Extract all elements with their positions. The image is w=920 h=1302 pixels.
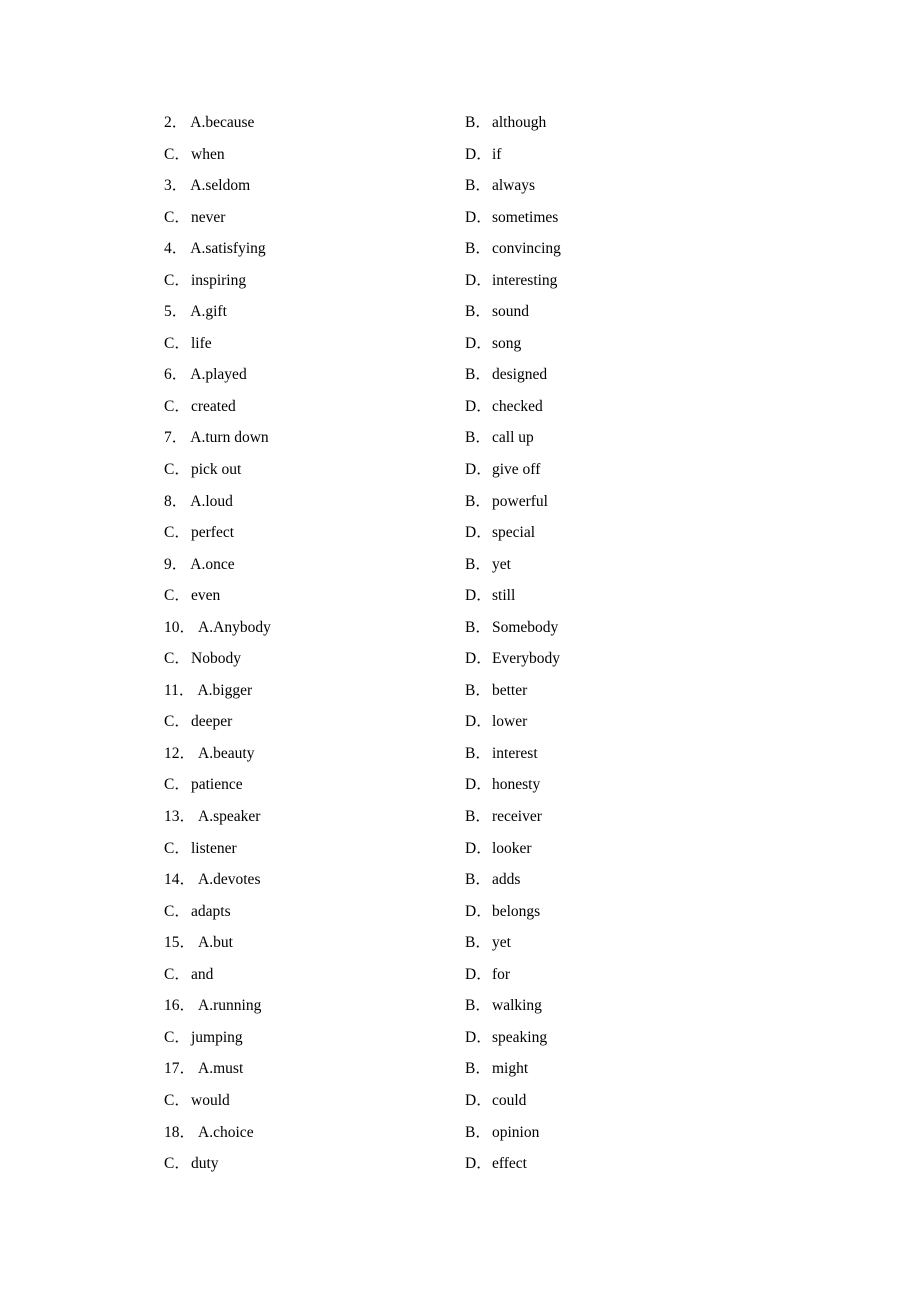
- option-text: sometimes: [492, 208, 559, 226]
- question-options-a: [164, 489, 233, 515]
- option-letter: B．: [465, 1123, 491, 1141]
- option-letter: D．: [465, 650, 492, 668]
- option-d: [465, 1151, 527, 1177]
- option-letter: C．: [164, 208, 190, 226]
- option-letter: B．: [465, 555, 491, 573]
- option-c: [164, 142, 225, 168]
- option-letter: D．: [465, 776, 492, 794]
- option-letter: D．: [465, 713, 492, 731]
- option-letter: C．: [164, 839, 190, 857]
- option-letter: D．: [465, 397, 492, 415]
- question-options-a: [164, 930, 233, 956]
- option-b: [465, 236, 561, 262]
- option-text: honesty: [492, 776, 541, 794]
- option-text: duty: [191, 1155, 219, 1173]
- option-text: powerful: [492, 492, 548, 510]
- option-row: [164, 836, 764, 868]
- option-c: [164, 1025, 243, 1051]
- option-text: and: [191, 965, 214, 983]
- question-options-a: [164, 993, 261, 1019]
- option-text: satisfying: [205, 240, 266, 258]
- option-letter: A.: [190, 429, 206, 447]
- question-options-a: [164, 741, 254, 767]
- option-letter: B．: [465, 303, 491, 321]
- option-c: [164, 268, 246, 294]
- option-c: [164, 646, 241, 672]
- option-row: [164, 1151, 764, 1183]
- option-text: looker: [492, 839, 532, 857]
- option-letter: B．: [465, 366, 491, 384]
- option-b: [465, 173, 535, 199]
- option-letter: A.: [197, 681, 213, 699]
- option-letter: A.: [190, 492, 206, 510]
- question-number: 7．: [164, 429, 188, 447]
- option-text: running: [213, 997, 262, 1015]
- option-c: [164, 772, 243, 798]
- question-options-a: [164, 173, 250, 199]
- option-text: designed: [492, 366, 548, 384]
- option-letter: B．: [465, 114, 491, 131]
- option-c: [164, 583, 220, 609]
- option-text: perfect: [191, 524, 235, 542]
- option-letter: B．: [465, 240, 491, 258]
- question-options-a: [164, 1056, 243, 1082]
- question-number: 10．: [164, 618, 196, 636]
- option-text: Anybody: [213, 618, 271, 636]
- option-text: checked: [492, 397, 543, 415]
- option-letter: D．: [465, 1091, 492, 1109]
- option-row: [164, 236, 764, 268]
- option-d: [465, 772, 540, 798]
- option-letter: D．: [465, 145, 492, 163]
- option-text: still: [492, 587, 516, 605]
- option-c: [164, 709, 232, 735]
- option-text: never: [191, 208, 226, 226]
- option-text: speaking: [492, 1028, 548, 1046]
- option-b: [465, 552, 511, 578]
- option-letter: A.: [198, 1060, 214, 1078]
- question-number: 5．: [164, 303, 188, 321]
- option-letter: B．: [465, 681, 491, 699]
- option-text: created: [191, 397, 236, 415]
- option-letter: D．: [465, 208, 492, 226]
- option-letter: B．: [465, 744, 491, 762]
- option-text: interesting: [492, 271, 558, 289]
- option-row: [164, 1025, 764, 1057]
- option-b: [465, 489, 548, 515]
- option-text: bigger: [212, 681, 253, 699]
- question-number: 17．: [164, 1060, 196, 1078]
- option-d: [465, 331, 521, 357]
- option-letter: C．: [164, 776, 190, 794]
- option-text: pick out: [191, 461, 242, 479]
- option-letter: A.: [198, 1123, 214, 1141]
- option-text: beauty: [213, 744, 255, 762]
- option-text: adapts: [191, 902, 231, 920]
- option-letter: C．: [164, 1028, 190, 1046]
- option-text: loud: [205, 492, 233, 510]
- option-d: [465, 836, 532, 862]
- option-letter: B．: [465, 618, 491, 636]
- option-c: [164, 331, 212, 357]
- option-letter: C．: [164, 1155, 190, 1173]
- question-options-a: [164, 615, 271, 641]
- option-row: [164, 993, 764, 1025]
- option-letter: C．: [164, 965, 190, 983]
- option-text: speaker: [213, 808, 261, 826]
- option-row: [164, 394, 764, 426]
- option-letter: D．: [465, 334, 492, 352]
- option-text: adds: [492, 871, 521, 889]
- option-text: turn down: [205, 429, 269, 447]
- option-row: [164, 110, 764, 142]
- option-b: [465, 362, 547, 388]
- option-b: [465, 678, 527, 704]
- question-options-a: [164, 425, 269, 451]
- question-number: 14．: [164, 871, 196, 889]
- option-b: [465, 1120, 539, 1146]
- option-row: [164, 867, 764, 899]
- option-d: [465, 709, 527, 735]
- option-letter: C．: [164, 902, 190, 920]
- option-row: [164, 205, 764, 237]
- option-text: listener: [191, 839, 237, 857]
- option-row: [164, 457, 764, 489]
- option-text: seldom: [205, 177, 251, 195]
- option-letter: B．: [465, 934, 491, 952]
- question-number: 11．: [164, 681, 195, 699]
- option-b: [465, 299, 529, 325]
- question-number: 3．: [164, 177, 188, 195]
- option-text: convincing: [492, 240, 561, 258]
- question-number: 12．: [164, 744, 196, 762]
- option-letter: C．: [164, 713, 190, 731]
- option-d: [465, 899, 540, 925]
- option-letter: B．: [465, 871, 491, 889]
- option-row: [164, 583, 764, 615]
- option-row: [164, 899, 764, 931]
- question-options-a: [164, 1120, 254, 1146]
- option-text: devotes: [213, 871, 261, 889]
- option-d: [465, 962, 510, 988]
- question-number: 18．: [164, 1123, 196, 1141]
- option-letter: C．: [164, 397, 190, 415]
- option-c: [164, 394, 236, 420]
- option-text: sound: [492, 303, 530, 321]
- option-row: [164, 1056, 764, 1088]
- option-row: [164, 1088, 764, 1120]
- question-options-a: [164, 299, 227, 325]
- option-text: but: [213, 934, 233, 952]
- option-d: [465, 583, 515, 609]
- question-options-a: [164, 552, 235, 578]
- option-b: [465, 867, 520, 893]
- question-number: 16．: [164, 997, 196, 1015]
- question-options-a: [164, 110, 254, 136]
- option-letter: D．: [465, 271, 492, 289]
- option-letter: C．: [164, 587, 190, 605]
- option-c: [164, 1088, 230, 1114]
- option-letter: A.: [190, 177, 206, 195]
- option-b: [465, 930, 511, 956]
- option-row: [164, 1120, 764, 1152]
- option-letter: A.: [190, 114, 206, 131]
- option-letter: D．: [465, 524, 492, 542]
- option-row: [164, 962, 764, 994]
- option-text: played: [205, 366, 247, 384]
- option-text: Everybody: [492, 650, 561, 668]
- option-text: interest: [492, 744, 538, 762]
- option-c: [164, 836, 237, 862]
- option-text: Nobody: [191, 650, 241, 668]
- option-letter: A.: [190, 555, 206, 573]
- option-row: [164, 331, 764, 363]
- question-number: 2．: [164, 114, 188, 131]
- option-letter: C．: [164, 1091, 190, 1109]
- option-text: might: [492, 1060, 529, 1078]
- option-letter: C．: [164, 650, 190, 668]
- option-c: [164, 205, 225, 231]
- question-number: 6．: [164, 366, 188, 384]
- option-d: [465, 142, 501, 168]
- option-text: lower: [492, 713, 528, 731]
- option-d: [465, 205, 558, 231]
- question-number: 15．: [164, 934, 196, 952]
- option-letter: B．: [465, 492, 491, 510]
- option-letter: A.: [198, 997, 214, 1015]
- option-letter: A.: [190, 240, 206, 258]
- option-text: although: [492, 114, 547, 131]
- option-text: belongs: [492, 902, 541, 920]
- option-text: life: [191, 334, 212, 352]
- question-number: 9．: [164, 555, 188, 573]
- option-letter: D．: [465, 839, 492, 857]
- option-letter: B．: [465, 429, 491, 447]
- option-text: could: [492, 1091, 527, 1109]
- option-c: [164, 962, 213, 988]
- option-text: better: [492, 681, 528, 699]
- question-options-a: [164, 867, 260, 893]
- option-text: because: [205, 114, 255, 131]
- option-row: [164, 425, 764, 457]
- question-number: 13．: [164, 808, 196, 826]
- option-b: [465, 993, 542, 1019]
- option-letter: C．: [164, 524, 190, 542]
- option-letter: A.: [198, 871, 214, 889]
- option-letter: A.: [198, 744, 214, 762]
- option-text: always: [492, 177, 536, 195]
- option-row: [164, 520, 764, 552]
- option-letter: D．: [465, 1028, 492, 1046]
- option-text: special: [492, 524, 536, 542]
- option-text: once: [205, 555, 235, 573]
- option-text: for: [492, 965, 511, 983]
- option-text: must: [213, 1060, 244, 1078]
- option-d: [465, 646, 560, 672]
- option-text: if: [492, 145, 502, 163]
- option-letter: D．: [465, 902, 492, 920]
- option-letter: C．: [164, 461, 190, 479]
- option-d: [465, 1088, 526, 1114]
- option-b: [465, 110, 546, 136]
- option-row: [164, 268, 764, 300]
- option-text: when: [191, 145, 225, 163]
- option-row: [164, 299, 764, 331]
- option-c: [164, 1151, 219, 1177]
- option-text: give off: [492, 461, 541, 479]
- option-text: opinion: [492, 1123, 540, 1141]
- option-c: [164, 520, 234, 546]
- option-letter: B．: [465, 997, 491, 1015]
- option-b: [465, 741, 538, 767]
- option-row: [164, 772, 764, 804]
- question-options-a: [164, 236, 266, 262]
- option-row: [164, 678, 764, 710]
- option-text: call up: [492, 429, 534, 447]
- option-b: [465, 425, 534, 451]
- option-row: [164, 930, 764, 962]
- option-row: [164, 741, 764, 773]
- option-text: song: [492, 334, 522, 352]
- option-d: [465, 520, 535, 546]
- option-d: [465, 457, 540, 483]
- option-text: gift: [205, 303, 227, 321]
- option-row: [164, 142, 764, 174]
- option-letter: B．: [465, 1060, 491, 1078]
- option-text: deeper: [191, 713, 233, 731]
- option-letter: D．: [465, 461, 492, 479]
- question-options-a: [164, 804, 260, 830]
- options-list: [164, 110, 764, 1183]
- option-text: walking: [492, 997, 542, 1015]
- question-number: 8．: [164, 492, 188, 510]
- option-text: even: [191, 587, 221, 605]
- question-options-a: [164, 678, 252, 704]
- option-letter: B．: [465, 808, 491, 826]
- option-text: patience: [191, 776, 243, 794]
- option-letter: A.: [190, 303, 206, 321]
- option-d: [465, 268, 557, 294]
- option-text: jumping: [191, 1028, 243, 1046]
- option-letter: D．: [465, 1155, 492, 1173]
- option-row: [164, 489, 764, 521]
- option-row: [164, 709, 764, 741]
- option-text: Somebody: [492, 618, 559, 636]
- option-text: inspiring: [191, 271, 247, 289]
- option-b: [465, 615, 558, 641]
- option-letter: D．: [465, 587, 492, 605]
- question-options-a: [164, 362, 247, 388]
- option-letter: A.: [198, 618, 214, 636]
- option-row: [164, 615, 764, 647]
- option-letter: C．: [164, 145, 190, 163]
- option-row: [164, 804, 764, 836]
- option-d: [465, 1025, 547, 1051]
- option-letter: A.: [198, 934, 214, 952]
- option-row: [164, 646, 764, 678]
- option-b: [465, 804, 542, 830]
- option-row: [164, 552, 764, 584]
- option-text: receiver: [492, 808, 542, 826]
- option-letter: B．: [465, 177, 491, 195]
- option-d: [465, 394, 543, 420]
- option-b: [465, 1056, 528, 1082]
- option-letter: C．: [164, 271, 190, 289]
- option-text: yet: [492, 934, 511, 952]
- option-row: [164, 362, 764, 394]
- option-text: choice: [213, 1123, 254, 1141]
- option-letter: A.: [198, 808, 214, 826]
- option-row: [164, 173, 764, 205]
- option-c: [164, 899, 231, 925]
- option-letter: D．: [465, 965, 492, 983]
- option-text: effect: [492, 1155, 527, 1173]
- option-letter: A.: [190, 366, 206, 384]
- option-text: would: [191, 1091, 230, 1109]
- option-c: [164, 457, 241, 483]
- option-letter: C．: [164, 334, 190, 352]
- option-text: yet: [492, 555, 511, 573]
- question-number: 4．: [164, 240, 188, 258]
